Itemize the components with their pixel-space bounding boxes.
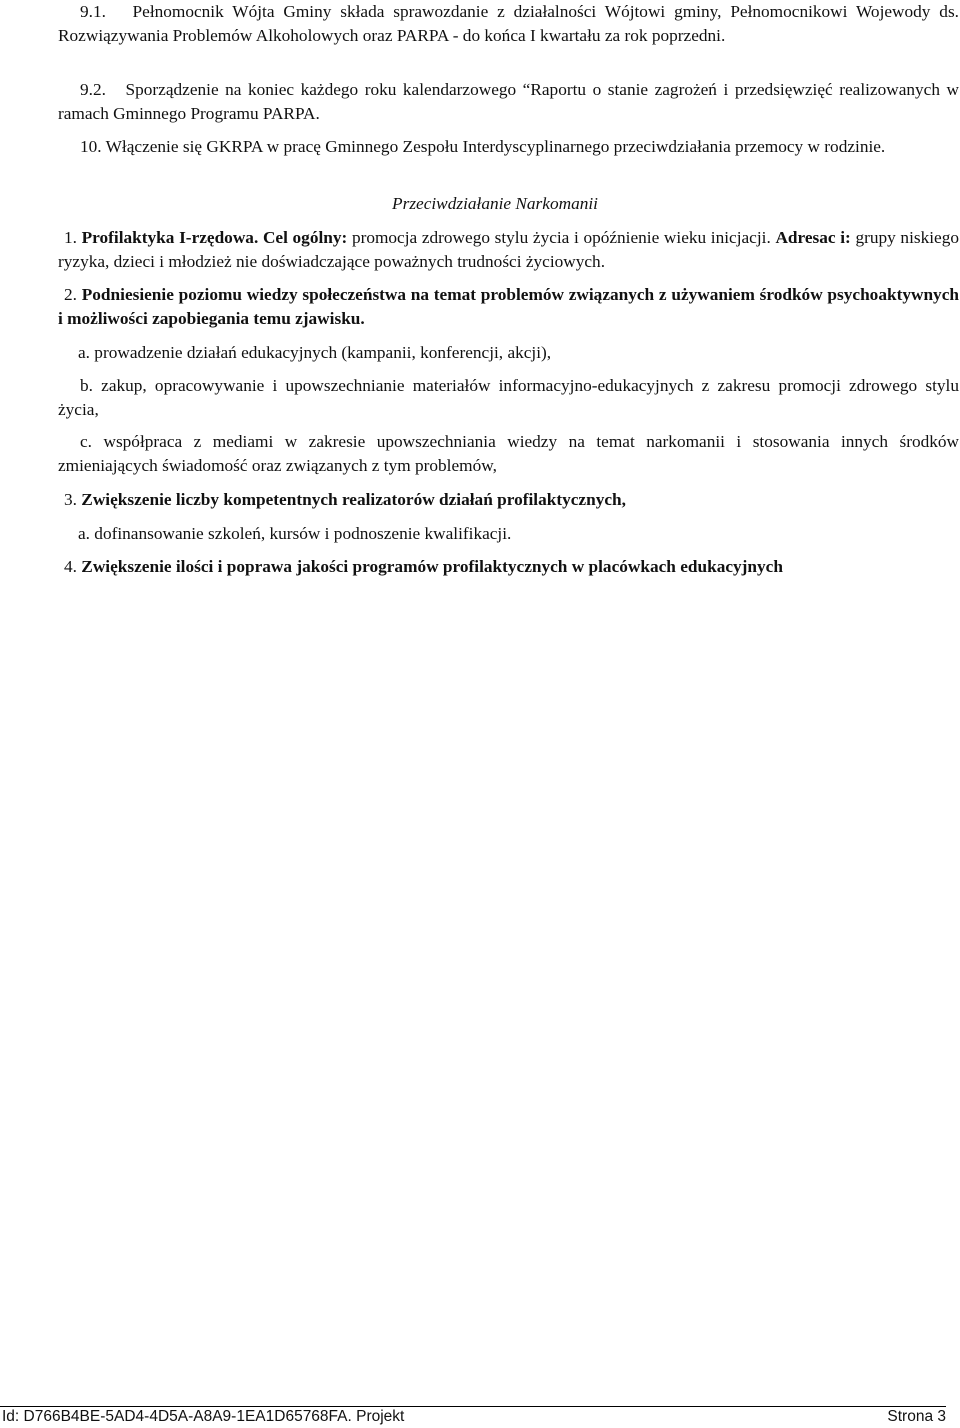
item-number: 4. — [64, 557, 77, 576]
addressee-label: Adresac i: — [775, 228, 851, 247]
goal-label: Cel ogólny: — [262, 228, 348, 247]
item-3-sub-a: a. dofinansowanie szkoleń, kursów i podnoszenie kwalifikacji. — [78, 524, 512, 543]
addressee-text: grupy niskiego ryzyka, dzieci i młodzież nie doświadczające poważnych trudności życiowych. — [58, 228, 959, 271]
item-2 — [58, 283, 959, 330]
paragraph-number: 9.1. — [80, 2, 106, 21]
footer-document-id: Id: D766B4BE-5AD4-4D5A-A8A9-1EA1D65768FA. Projekt — [2, 1408, 405, 1425]
section-heading: Przeciwdziałanie Narkomanii — [392, 194, 598, 213]
paragraph-9-1 — [58, 0, 959, 47]
item-title: Profilaktyka I-rzędowa. — [81, 228, 259, 247]
goal-text: promocja zdrowego stylu życia i opóźnienie wieku inicjacji. — [351, 228, 771, 247]
item-title: Zwiększenie ilości i poprawa jakości programów profilaktycznych w placówkach edukacyjnych — [81, 557, 783, 576]
item-number: 1. — [64, 228, 77, 247]
item-number: 3. — [64, 490, 77, 509]
paragraph-text: Sporządzenie na koniec każdego roku kalendarzowego “Raportu o stanie zagrożeń i przedsięwzięć realizowanych w ramach Gminnego Programu PARPA. — [58, 80, 959, 123]
item-2-sub-b: b. zakup, opracowywanie i upowszechnianie materiałów informacyjno-edukacyjnych z zakresu promocji zdrowego stylu życia, — [58, 376, 959, 419]
paragraph-number: 9.2. — [80, 80, 106, 99]
item-title: Podniesienie poziomu wiedzy społeczeństwa na temat problemów związanych z używaniem środków psychoaktywnych i możliwości zapobiegania temu zjawisku. — [58, 285, 959, 328]
item-title: Zwiększenie liczby kompetentnych realizatorów działań profilaktycznych, — [81, 490, 626, 509]
item-4 — [64, 555, 783, 578]
paragraph-number: 10. — [80, 137, 102, 156]
item-3 — [64, 488, 626, 511]
item-2-sub-a: a. prowadzenie działań edukacyjnych (kampanii, konferencji, akcji), — [78, 343, 552, 362]
item-1 — [58, 226, 959, 273]
item-number: 2. — [64, 285, 77, 304]
paragraph-10 — [58, 135, 959, 159]
paragraph-9-2 — [58, 78, 959, 125]
footer-page-number: Strona 3 — [887, 1408, 946, 1425]
item-2-sub-c: c. współpraca z mediami w zakresie upowszechniania wiedzy na temat narkomanii i stosowania innych środków zmieniających świadomość oraz związanych z tym problemów, — [58, 432, 959, 475]
paragraph-text: Pełnomocnik Wójta Gminy składa sprawozdanie z działalności Wójtowi gminy, Pełnomocnikowi Wojewody ds. Rozwiązywania Problemów Alkoholowych oraz PARPA - do końca I kwartału za rok poprzedni. — [58, 2, 959, 45]
paragraph-text: Włączenie się GKRPA w pracę Gminnego Zespołu Interdyscyplinarnego przeciwdziałania przemocy w rodzinie. — [105, 137, 886, 156]
